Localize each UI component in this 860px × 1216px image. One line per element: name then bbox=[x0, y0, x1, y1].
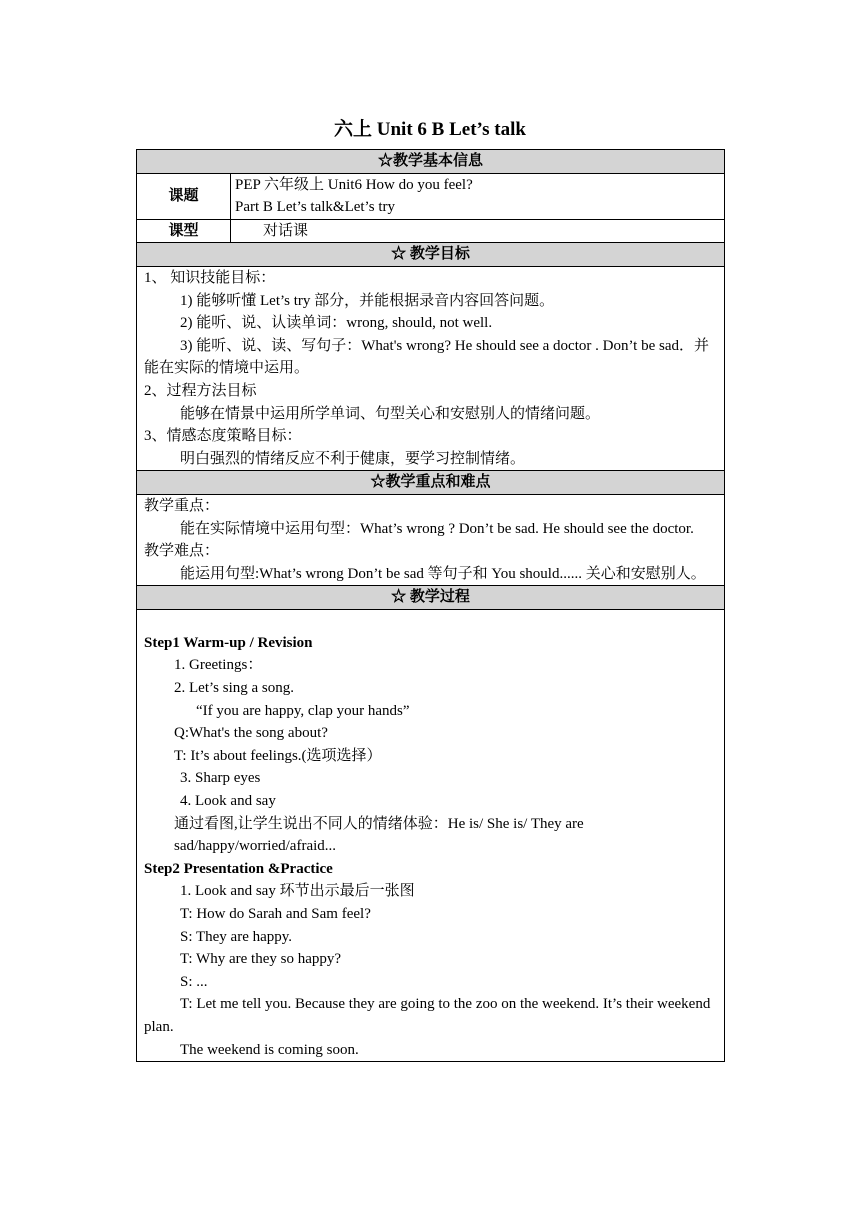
attitude-item: 明白强烈的情绪反应不利于健康，要学习控制情绪。 bbox=[180, 450, 526, 467]
objectives-content bbox=[137, 266, 725, 470]
type-label: 课型 bbox=[137, 219, 231, 243]
objectives-row bbox=[137, 266, 725, 470]
lesson-plan-table bbox=[136, 149, 725, 1062]
type-value: 对话课 bbox=[231, 219, 725, 243]
focus-heading: 教学重点： bbox=[144, 497, 220, 514]
knowledge-item-1: 1) 能够听懂 Let’s try 部分，并能根据录音内容回答问题。 bbox=[180, 292, 555, 309]
section-header-row bbox=[137, 150, 725, 174]
step1-item-1: 1. Greetings： bbox=[174, 657, 263, 674]
step2-student-2: S: ... bbox=[180, 973, 208, 990]
knowledge-item-2: 2) 能听、说、认读单词：wrong, should, not well. bbox=[180, 315, 493, 332]
step1-item-3: 3. Sharp eyes bbox=[180, 770, 261, 787]
topic-line-2: Part B Let’s talk&Let’s try bbox=[235, 199, 395, 216]
focus-text: 能在实际情境中运用句型：What’s wrong ? Don’t be sad. He should see the doctor. bbox=[180, 520, 694, 537]
step2-item-1: 1. Look and say 环节出示最后一张图 bbox=[180, 883, 415, 900]
method-heading: 2、过程方法目标 bbox=[144, 382, 257, 399]
step1-item-4: 4. Look and say bbox=[180, 793, 276, 810]
spacer bbox=[144, 610, 718, 632]
process-row bbox=[137, 609, 725, 1061]
difficulty-heading: 教学难点： bbox=[144, 543, 220, 560]
page-title: 六上 Unit 6 B Let’s talk bbox=[334, 119, 526, 140]
step1-item-2: 2. Let’s sing a song. bbox=[174, 680, 294, 697]
step2-title: Step2 Presentation &Practice bbox=[144, 860, 333, 877]
step1-title: Step1 Warm-up / Revision bbox=[144, 634, 313, 651]
key-points-row bbox=[137, 494, 725, 585]
knowledge-heading: 1、 知识技能目标： bbox=[144, 269, 276, 286]
section-objectives: ☆ 教学目标 bbox=[137, 243, 725, 267]
difficulty-text: 能运用句型:What’s wrong Don’t be sad 等句子和 You should...... 关心和安慰别人。 bbox=[180, 565, 706, 582]
step2-last-line: The weekend is coming soon. bbox=[180, 1041, 359, 1058]
topic-row bbox=[137, 173, 725, 219]
step2-teacher-3: T: Let me tell you. Because they are going to the zoo on the weekend. It’s their weekend plan. bbox=[144, 996, 711, 1035]
topic-line-1: PEP 六年级上 Unit6 How do you feel? bbox=[235, 176, 473, 193]
topic-value bbox=[231, 173, 725, 219]
section-process: ☆ 教学过程 bbox=[137, 586, 725, 610]
process-content bbox=[137, 609, 725, 1061]
key-points-content bbox=[137, 494, 725, 585]
step1-question: Q:What's the song about? bbox=[174, 725, 328, 742]
type-row bbox=[137, 219, 725, 243]
step2-teacher-2: T: Why are they so happy? bbox=[180, 951, 342, 968]
step1-description: 通过看图,让学生说出不同人的情绪体验：He is/ She is/ They are sad/happy/worried/afraid... bbox=[174, 815, 584, 855]
section-header-row bbox=[137, 243, 725, 267]
step2-teacher-1: T: How do Sarah and Sam feel? bbox=[180, 906, 371, 922]
knowledge-item-3: 3) 能听、说、读、写句子：What's wrong? He should see a doctor . Don’t be sad．并能在实际的情境中运用。 bbox=[144, 337, 710, 377]
attitude-heading: 3、情感态度策略目标： bbox=[144, 428, 302, 445]
step2-student-1: S: They are happy. bbox=[180, 928, 293, 945]
step1-song: “If you are happy, clap your hands” bbox=[196, 702, 410, 719]
section-header-row bbox=[137, 471, 725, 495]
method-item: 能够在情景中运用所学单词、句型关心和安慰别人的情绪问题。 bbox=[180, 405, 601, 422]
section-basic-info: ☆教学基本信息 bbox=[137, 150, 725, 174]
topic-label: 课题 bbox=[137, 173, 231, 219]
section-key-points: ☆教学重点和难点 bbox=[137, 471, 725, 495]
section-header-row bbox=[137, 586, 725, 610]
step1-answer: T: It’s about feelings.(选项选择） bbox=[174, 747, 382, 764]
